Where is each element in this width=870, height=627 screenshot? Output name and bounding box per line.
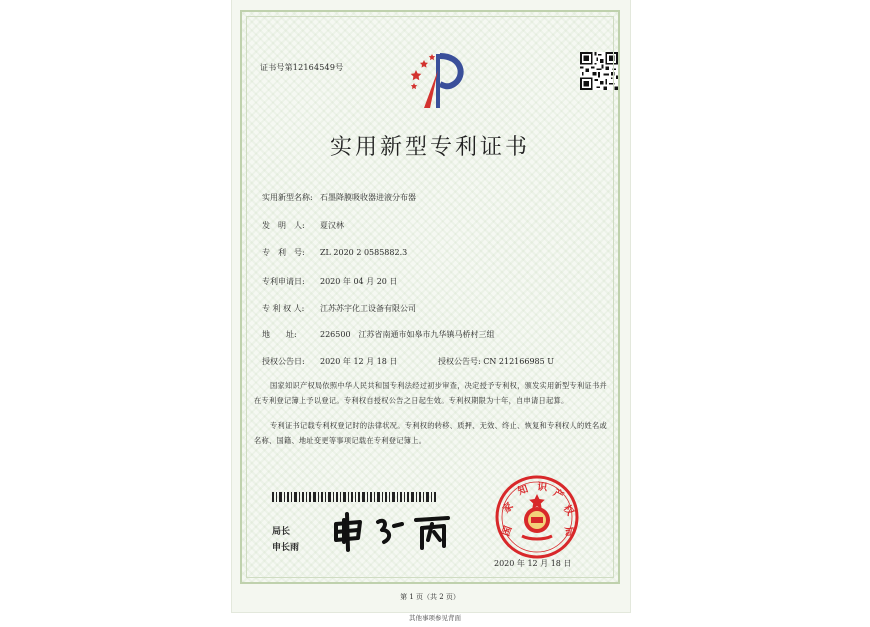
svg-text:权: 权: [560, 503, 576, 518]
field-label: 授权公告日:: [262, 357, 305, 366]
page-number: 第 1 页（共 2 页）: [400, 593, 460, 601]
svg-text:识: 识: [536, 481, 548, 494]
seal-date: 2020 年 12 月 18 日: [494, 559, 572, 568]
field-value: CN 212166985 U: [483, 357, 555, 366]
handwritten-signature-icon: [332, 510, 472, 552]
certificate-title: 实用新型专利证书: [329, 135, 530, 160]
field-label: 实用新型名称:: [262, 193, 313, 202]
signature-name: 申长雨: [272, 543, 300, 553]
field-grant-date: [262, 356, 397, 367]
svg-text:国: 国: [500, 524, 515, 538]
cnipa-logo-icon: [410, 50, 470, 112]
svg-text:局: 局: [562, 525, 575, 538]
svg-text:知: 知: [516, 483, 530, 498]
field-grant-number: [438, 356, 554, 367]
field-label: 发 明 人:: [262, 221, 305, 230]
field-application-date: [262, 276, 397, 287]
field-value: ZL 2020 2 0585882.3: [320, 248, 408, 257]
certificate-sheet: [232, 0, 630, 612]
field-label: 地 址:: [262, 330, 297, 339]
field-inventor: [262, 220, 344, 231]
signature-title: 局长: [272, 527, 291, 537]
field-label: 授权公告号:: [438, 357, 481, 366]
footer-note: 其他事项参见背面: [409, 614, 461, 622]
paragraph-grant-notice: 国家知识产权局依照中华人民共和国专利法经过初步审查，决定授予专利权，颁发实用新型专利证书并在专利登记簿上予以登记。专利权自授权公告之日起生效。专利权期限为十年，自申请日起算。: [254, 381, 607, 405]
field-utility-model-name: [262, 192, 416, 203]
certificate-frame: [240, 10, 620, 601]
field-label: 专 利 号:: [262, 248, 305, 257]
field-label: 专 利 权 人:: [262, 304, 305, 313]
official-seal-icon: [494, 474, 580, 560]
svg-text:家: 家: [500, 500, 516, 516]
svg-text:产: 产: [551, 487, 566, 503]
field-patent-number: [262, 247, 407, 258]
qr-code-icon: [580, 52, 618, 90]
field-value: 226500 江苏省南通市如皋市九华镇马桥村三组: [320, 330, 495, 339]
field-value: 夏汉林: [320, 221, 344, 230]
field-label: 专利申请日:: [262, 277, 305, 286]
field-address: [262, 329, 495, 340]
paragraph-legal-status: 专利证书记载专利权登记时的法律状况。专利权的转移、质押、无效、终止、恢复和专利权人的姓名或名称、国籍、地址变更等事项记载在专利登记簿上。: [254, 421, 607, 445]
certificate-number: 证书号第12164549号: [260, 63, 344, 72]
field-value: 石墨降膜吸收器进液分布器: [320, 193, 416, 202]
field-value: 2020 年 12 月 18 日: [320, 357, 398, 366]
field-value: 江苏苏宇化工设备有限公司: [320, 304, 416, 313]
field-value: 2020 年 04 月 20 日: [320, 277, 398, 286]
barcode-icon: [272, 492, 438, 502]
field-patentee: [262, 303, 416, 314]
